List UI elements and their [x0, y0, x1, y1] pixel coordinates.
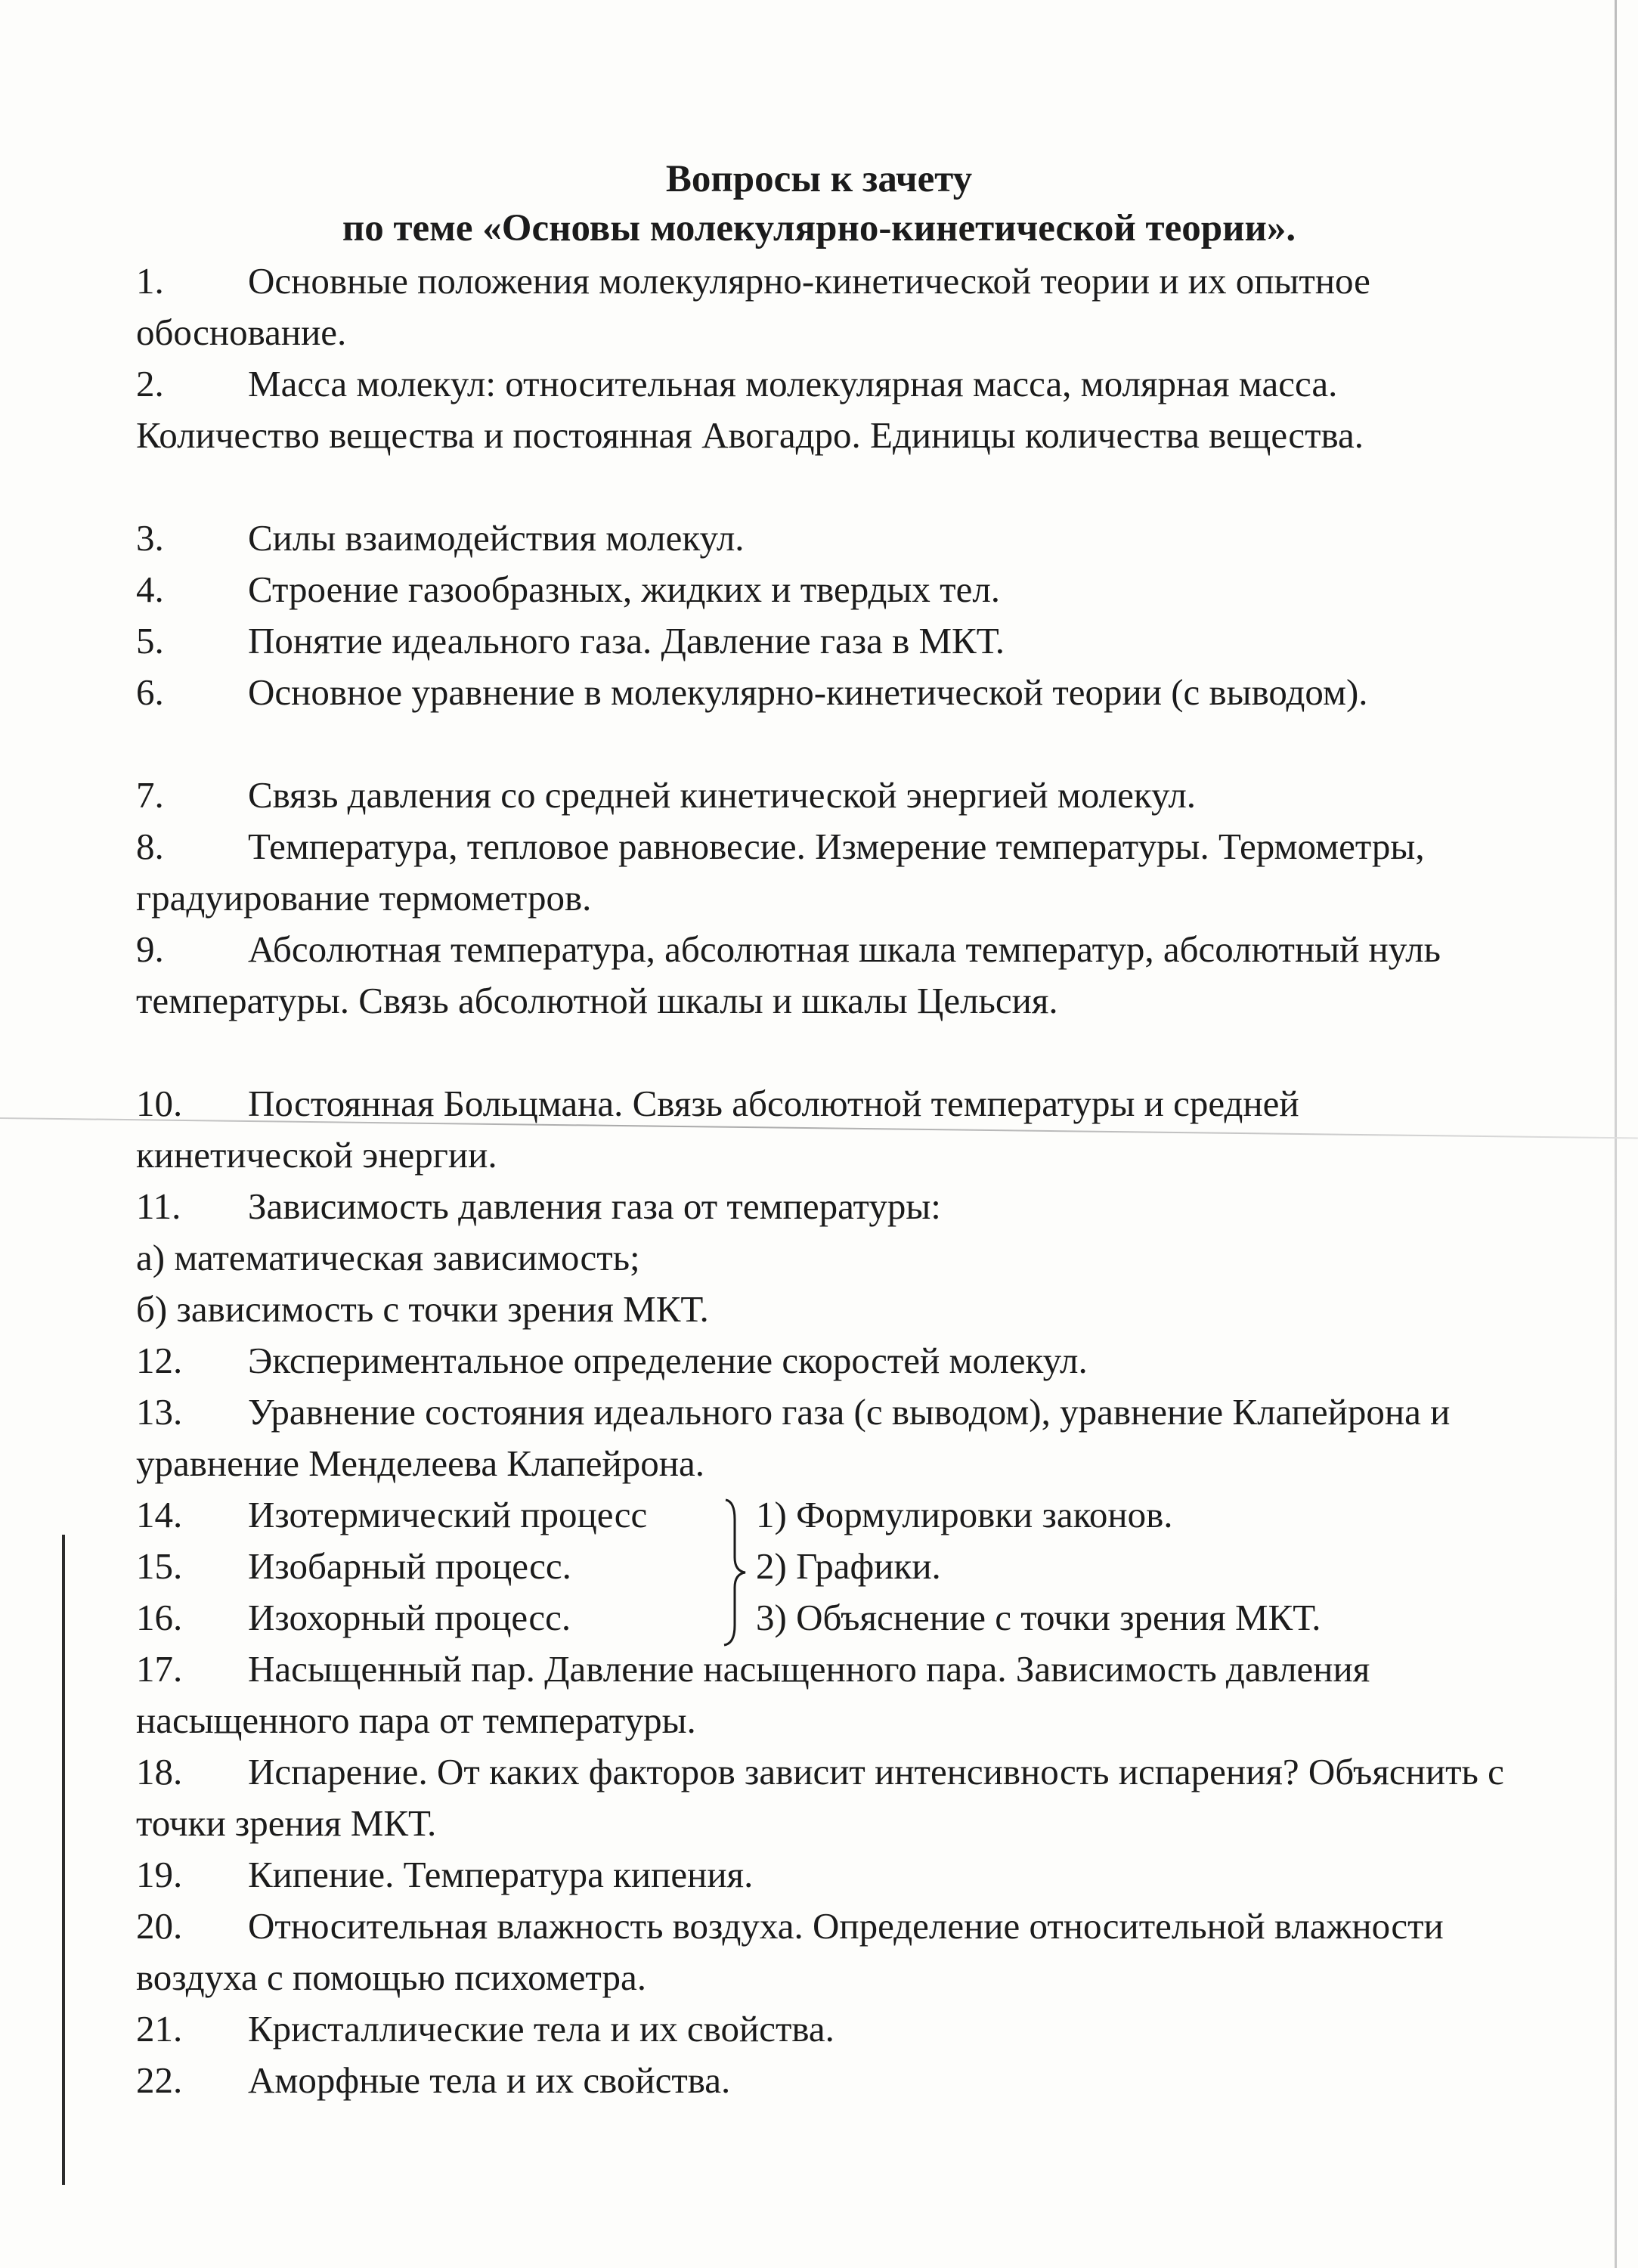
question-text: Основные положения молекулярно-кинетической теории и их опытное обоснование. [136, 260, 1370, 353]
question-18 [136, 1746, 1504, 1849]
question-number: 8. [136, 826, 164, 867]
question-text: Абсолютная температура, абсолютная шкала температур, абсолютный нуль температуры. Связь абсолютной шкалы и шкалы Цельсия. [136, 928, 1441, 1021]
question-number: 21. [136, 2008, 183, 2050]
question-number: 17. [136, 1648, 183, 1690]
question-8 [136, 821, 1504, 924]
question-7 [136, 770, 1504, 821]
process-note-3: 3) Объяснение с точки зрения МКТ. [756, 1597, 1321, 1638]
question-6 [136, 667, 1504, 718]
question-text: Экспериментальное определение скоростей молекул. [248, 1340, 1088, 1381]
question-number: 12. [136, 1340, 183, 1381]
question-number: 13. [136, 1391, 183, 1433]
question-14 [136, 1489, 647, 1541]
question-2 [136, 358, 1504, 461]
question-text: Связь давления со средней кинетической энергией молекул. [248, 774, 1197, 816]
question-13 [136, 1387, 1504, 1489]
question-text: Испарение. От каких факторов зависит интенсивность испарения? Объяснить с точки зрения МКТ. [136, 1751, 1504, 1844]
question-number: 15. [136, 1545, 183, 1587]
question-number: 20. [136, 1905, 183, 1947]
question-21 [136, 2003, 1504, 2055]
page-title: Вопросы к зачету [665, 158, 973, 200]
process-note-1: 1) Формулировки законов. [756, 1494, 1173, 1535]
question-number: 6. [136, 671, 164, 713]
question-19 [136, 1849, 1504, 1901]
question-12 [136, 1335, 1504, 1387]
question-text: Строение газообразных, жидких и твердых тел. [248, 569, 1001, 610]
question-number: 22. [136, 2059, 183, 2101]
question-text: Основное уравнение в молекулярно-кинетической теории (с выводом). [248, 671, 1368, 713]
question-text: Постоянная Больцмана. Связь абсолютной температуры и средней кинетической энергии. [136, 1083, 1299, 1176]
question-text: Кристаллические тела и их свойства. [248, 2008, 834, 2050]
question-number: 1. [136, 260, 164, 302]
question-number: 19. [136, 1854, 183, 1895]
scan-edge-right [1615, 0, 1617, 2268]
page-subtitle: по теме «Основы молекулярно-кинетической теории». [342, 207, 1296, 249]
question-number: 16. [136, 1597, 183, 1638]
question-20 [136, 1901, 1504, 2003]
scan-edge-left [62, 1535, 65, 2185]
question-text: Изобарный процесс. [248, 1545, 571, 1587]
question-11-sub-b: б) зависимость с точки зрения МКТ. [136, 1288, 709, 1330]
question-number: 4. [136, 569, 164, 610]
question-text: Насыщенный пар. Давление насыщенного пара. Зависимость давления насыщенного пара от температуры. [136, 1648, 1370, 1741]
question-text: Изотермический процесс [248, 1494, 648, 1535]
question-number: 14. [136, 1494, 183, 1535]
process-note-2: 2) Графики. [756, 1545, 941, 1587]
question-text: Кипение. Температура кипения. [248, 1854, 754, 1895]
question-11 [136, 1181, 1504, 1232]
question-number: 10. [136, 1083, 183, 1124]
question-text: Аморфные тела и их свойства. [248, 2059, 731, 2101]
question-11-sub-a: а) математическая зависимость; [136, 1237, 640, 1278]
question-4 [136, 564, 1504, 615]
question-text: Относительная влажность воздуха. Определение относительной влажности воздуха с помощью психометра. [136, 1905, 1444, 1998]
question-text: Масса молекул: относительная молекулярная масса, молярная масса. Количество вещества и постоянная Авогадро. Единицы количества вещества. [136, 363, 1364, 456]
question-text: Понятие идеального газа. Давление газа в МКТ. [248, 620, 1005, 662]
question-number: 9. [136, 928, 164, 970]
question-16 [136, 1592, 571, 1644]
question-15 [136, 1541, 571, 1592]
question-5 [136, 615, 1504, 667]
question-number: 18. [136, 1751, 183, 1792]
question-text: Изохорный процесс. [248, 1597, 571, 1638]
question-number: 5. [136, 620, 164, 662]
curly-brace-icon [720, 1497, 747, 1648]
question-3 [136, 513, 1504, 564]
question-text: Зависимость давления газа от температуры: [248, 1185, 941, 1227]
question-10 [136, 1078, 1504, 1181]
question-number: 2. [136, 363, 164, 404]
question-number: 3. [136, 517, 164, 559]
question-22 [136, 2055, 1504, 2106]
question-text: Силы взаимодействия молекул. [248, 517, 745, 559]
question-number: 11. [136, 1185, 181, 1227]
question-1 [136, 256, 1504, 358]
question-number: 7. [136, 774, 164, 816]
question-text: Уравнение состояния идеального газа (с выводом), уравнение Клапейрона и уравнение Менделеева Клапейрона. [136, 1391, 1451, 1484]
question-17 [136, 1644, 1504, 1746]
question-9 [136, 924, 1504, 1027]
question-text: Температура, тепловое равновесие. Измерение температуры. Термометры, градуирование термометров. [136, 826, 1425, 919]
